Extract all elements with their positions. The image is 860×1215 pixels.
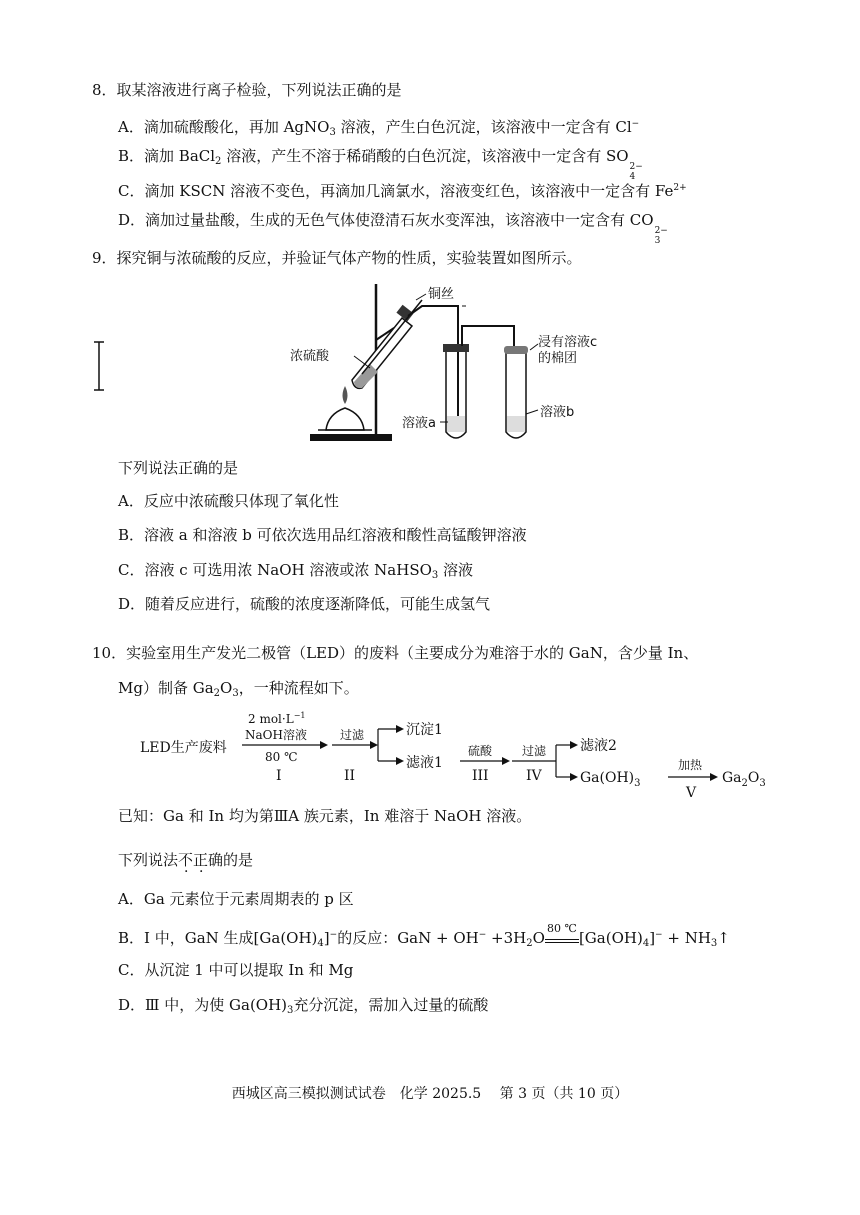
- flow-ppt-1: 沉淀1: [406, 722, 443, 738]
- q8-option-d: D．滴加过量盐酸，生成的无色气体使澄清石灰水变浑浊，该溶液中一定含有 CO 2− 3: [118, 211, 668, 246]
- q8-option-a: A．滴加硫酸酸化，再加 AgNO$_3$ 溶液，产生白色沉淀，该溶液中一定含有 Cl−: [118, 118, 640, 138]
- q9-prompt: 下列说法正确的是: [118, 459, 239, 477]
- page-footer: 西城区高三模拟测试试卷 化学 2025.5 第 3 页（共 10 页）: [231, 1086, 629, 1102]
- q8-option-b: B．滴加 BaCl$_2$ 溶液，产生不溶于稀硝酸的白色沉淀，该溶液中一定含有 SO 2− 4: [118, 147, 643, 182]
- svg-text:Ga(OH)3: $Ga(OH)_3$: [580, 770, 641, 789]
- flow-filter-1: 过滤: [340, 728, 365, 742]
- flow-naoh: NaOH溶液: [245, 728, 307, 742]
- q10-option-c: C．从沉淀 1 中可以提取 In 和 Mg: [118, 961, 354, 979]
- q10-stem-line1: 10．实验室用生产发光二极管（LED）的废料（主要成分为难溶于水的 GaN，含少量 In、: [92, 644, 699, 662]
- label-conc-acid: 浓硫酸: [290, 349, 330, 364]
- flow-step-3: III: [472, 768, 489, 784]
- label-solution-a: 溶液a: [402, 416, 436, 431]
- label-cotton-1: 浸有溶液c: [538, 335, 598, 350]
- q8-option-c: C．滴加 KSCN 溶液不变色，再滴加几滴氯水，溶液变红色，该溶液中一定含有 $Fe^{2+}$: [118, 182, 687, 200]
- q10-known: 已知：Ga 和 In 均为第ⅢA 族元素，In 难溶于 NaOH 溶液。: [118, 807, 532, 825]
- delivery-tube-2: [462, 326, 514, 346]
- q10-option-d: D．Ⅲ 中，为使 $Ga(OH)_3$充分沉淀，需加入过量的硫酸: [118, 996, 489, 1016]
- flow-filter-2: 过滤: [522, 744, 547, 758]
- flow-temp: 80 ℃: [265, 750, 298, 764]
- flow-step-1: I: [276, 768, 282, 784]
- flow-heat: 加热: [678, 758, 703, 772]
- q10-option-a: A．Ga 元素位于元素周期表的 p 区: [118, 890, 354, 908]
- label-solution-b: 溶液b: [540, 405, 575, 420]
- flame: [343, 386, 348, 404]
- q9-option-b: B．溶液 a 和溶液 b 可依次选用品红溶液和酸性高锰酸钾溶液: [118, 526, 527, 544]
- margin-mark: [90, 340, 110, 400]
- q10-option-b: B．I 中，GaN 生成$[Ga(OH)_4]^-$的反应：GaN + $OH^- +3H_2O$ 80 ℃ $[Ga(OH)_4]^-$ + $NH_3↑$: [118, 922, 730, 949]
- q9-option-a: A．反应中浓硫酸只体现了氧化性: [118, 492, 339, 510]
- flow-step-2: II: [344, 768, 356, 784]
- label-cotton-2: 的棉团: [538, 351, 578, 366]
- q8-stem: 8．取某溶液进行离子检验，下列说法正确的是: [92, 81, 402, 99]
- flow-filtrate-1: 滤液1: [406, 755, 443, 771]
- stand-base: [310, 434, 392, 441]
- q9-option-d: D．随着反应进行，硫酸的浓度逐渐降低，可能生成氢气: [118, 595, 491, 613]
- alcohol-lamp: [326, 408, 364, 430]
- flow-step-4: IV: [526, 768, 542, 784]
- flow-step-5: V: [686, 785, 697, 801]
- q10-prompt: 下列说法不正确的是: [118, 851, 254, 869]
- q10-stem-line2: Mg）制备 $Ga_2O_3$，一种流程如下。: [118, 679, 359, 699]
- flow-start: LED生产废料: [140, 740, 227, 756]
- q9-stem: 9．探究铜与浓硫酸的反应，并验证气体产物的性质，实验装置如图所示。: [92, 249, 582, 267]
- flow-filtrate-2: 滤液2: [580, 738, 617, 754]
- svg-text:2 mol·L−1: 2 $mol\cdot L^{-1}$: [248, 711, 306, 726]
- cotton-plug: [504, 346, 528, 354]
- apparatus-diagram: [290, 282, 620, 447]
- flow-gaoh3: Ga(OH): [580, 770, 635, 786]
- q9-option-c: C．溶液 c 可选用浓 NaOH 溶液或浓 NaHSO$_3$ 溶液: [118, 561, 474, 581]
- flow-acid: 硫酸: [468, 744, 493, 758]
- label-copper-wire: 铜丝: [428, 287, 455, 302]
- copper-wire: [362, 300, 422, 374]
- flow-reagent1: 2 mol·L: [248, 712, 294, 726]
- process-flow-chart: [130, 705, 766, 801]
- delivery-tube-1: [408, 306, 458, 432]
- svg-text:Ga2O3: $Ga_2O_3$: [722, 770, 766, 789]
- flow-product: Ga: [722, 770, 742, 786]
